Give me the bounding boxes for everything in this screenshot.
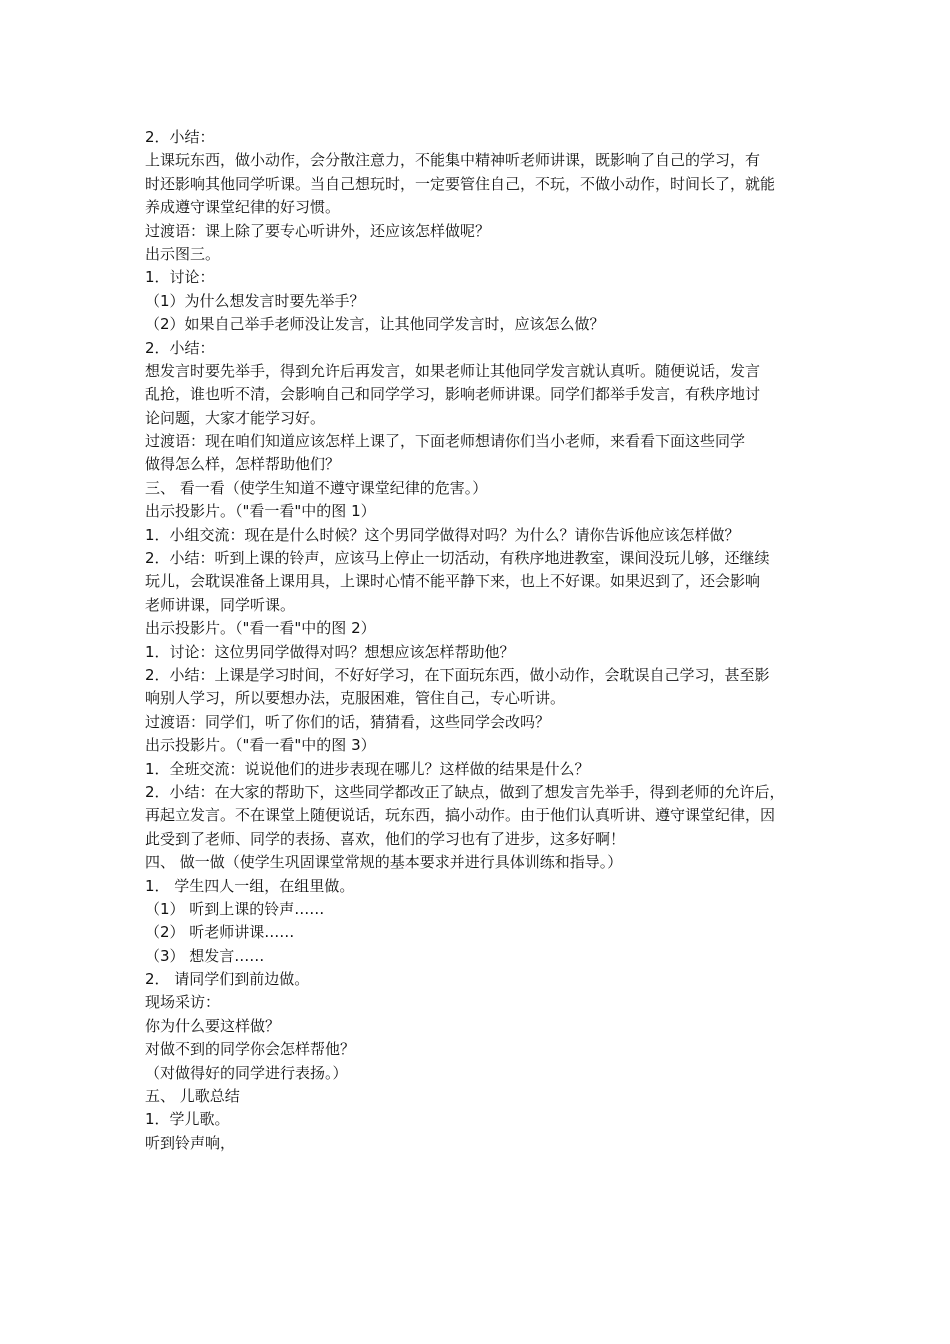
text-line: 乱抢，谁也听不清，会影响自己和同学学习，影响老师讲课。同学们都举手发言，有秩序地讨: [145, 385, 761, 404]
text-line: 出示投影片。（"看一看"中的图 2）: [145, 619, 376, 638]
text-line: 时还影响其他同学听课。当自己想玩时，一定要管住自己，不玩，不做小动作，时间长了，就能: [145, 174, 776, 193]
text-line: 出示投影片。（"看一看"中的图 1）: [145, 502, 376, 521]
text-line: 你为什么要这样做？: [145, 1016, 281, 1035]
text-line: 玩儿，会耽误准备上课用具，上课时心情不能平静下来，也上不好课。如果迟到了，还会影响: [145, 572, 761, 591]
text-line: 三、 看一看（使学生知道不遵守课堂纪律的危害。）: [145, 478, 488, 497]
text-line: 五、 儿歌总结: [145, 1087, 240, 1106]
text-line: （2） 听老师讲课……: [145, 923, 295, 942]
text-line: 老师讲课，同学听课。: [145, 595, 296, 614]
text-line: 1．讨论：这位男同学做得对吗？想想应该怎样帮助他？: [145, 642, 515, 661]
text-line: （1） 听到上课的铃声……: [145, 899, 325, 918]
text-line: 2．小结：在大家的帮助下，这些同学都改正了缺点，做到了想发言先举手，得到老师的允许后，: [145, 782, 785, 801]
text-line: 上课玩东西，做小动作，会分散注意力，不能集中精神听老师讲课，既影响了自己的学习，有: [145, 151, 761, 170]
text-line: 过渡语：现在咱们知道应该怎样上课了，下面老师想请你们当小老师，来看看下面这些同学: [145, 432, 746, 451]
text-line: 再起立发言。不在课堂上随便说话，玩东西，搞小动作。由于他们认真听讲、遵守课堂纪律，因: [145, 806, 776, 825]
text-line: 想发言时要先举手，得到允许后再发言，如果老师让其他同学发言就认真听。随便说话，发言: [145, 361, 761, 380]
text-line: （对做得好的同学进行表扬。）: [145, 1063, 348, 1082]
text-line: 出示投影片。（"看一看"中的图 3）: [145, 736, 376, 755]
text-line: 1． 学生四人一组，在组里做。: [145, 876, 355, 895]
text-line: 听到铃声响，: [145, 1133, 236, 1152]
text-line: 此受到了老师、同学的表扬、喜欢，他们的学习也有了进步，这多好啊！: [145, 829, 626, 848]
text-line: 过渡语：课上除了要专心听讲外，还应该怎样做呢？: [145, 221, 491, 240]
text-line: 四、 做一做（使学生巩固课堂常规的基本要求并进行具体训练和指导。）: [145, 853, 623, 872]
text-line: 2．小结：: [145, 338, 215, 357]
text-line: 过渡语：同学们，听了你们的话，猜猜看，这些同学会改吗？: [145, 712, 551, 731]
text-line: 出示图三。: [145, 244, 221, 263]
text-line: 现场采访：: [145, 993, 221, 1012]
text-line: 论问题，大家才能学习好。: [145, 408, 326, 427]
text-line: 响别人学习，所以要想办法，克服困难，管住自己，专心听讲。: [145, 689, 566, 708]
text-line: 对做不到的同学你会怎样帮他？: [145, 1040, 356, 1059]
text-line: 2．小结：: [145, 128, 215, 146]
text-line: 1．讨论：: [145, 268, 215, 287]
text-line: 做得怎么样，怎样帮助他们？: [145, 455, 341, 474]
text-line: 2． 请同学们到前边做。: [145, 970, 310, 989]
text-line: 1．学儿歌。: [145, 1110, 230, 1129]
text-line: 1．全班交流：说说他们的进步表现在哪儿？这样做的结果是什么？: [145, 759, 590, 778]
text-line: 养成遵守课堂纪律的好习惯。: [145, 198, 341, 217]
text-line: 2．小结：上课是学习时间，不好好学习，在下面玩东西，做小动作，会耽误自己学习，甚至影: [145, 665, 770, 684]
text-line: （3） 想发言……: [145, 946, 265, 965]
text-line: （1）为什么想发言时要先举手？: [145, 291, 365, 310]
text-line: 1．小组交流：现在是什么时候？这个男同学做得对吗？为什么？请你告诉他应该怎样做？: [145, 525, 740, 544]
text-line: 2．小结：听到上课的铃声，应该马上停止一切活动，有秩序地进教室，课间没玩儿够，还继续: [145, 549, 770, 568]
document-body: [145, 126, 815, 1155]
text-line: （2）如果自己举手老师没让发言，让其他同学发言时，应该怎么做？: [145, 315, 605, 334]
